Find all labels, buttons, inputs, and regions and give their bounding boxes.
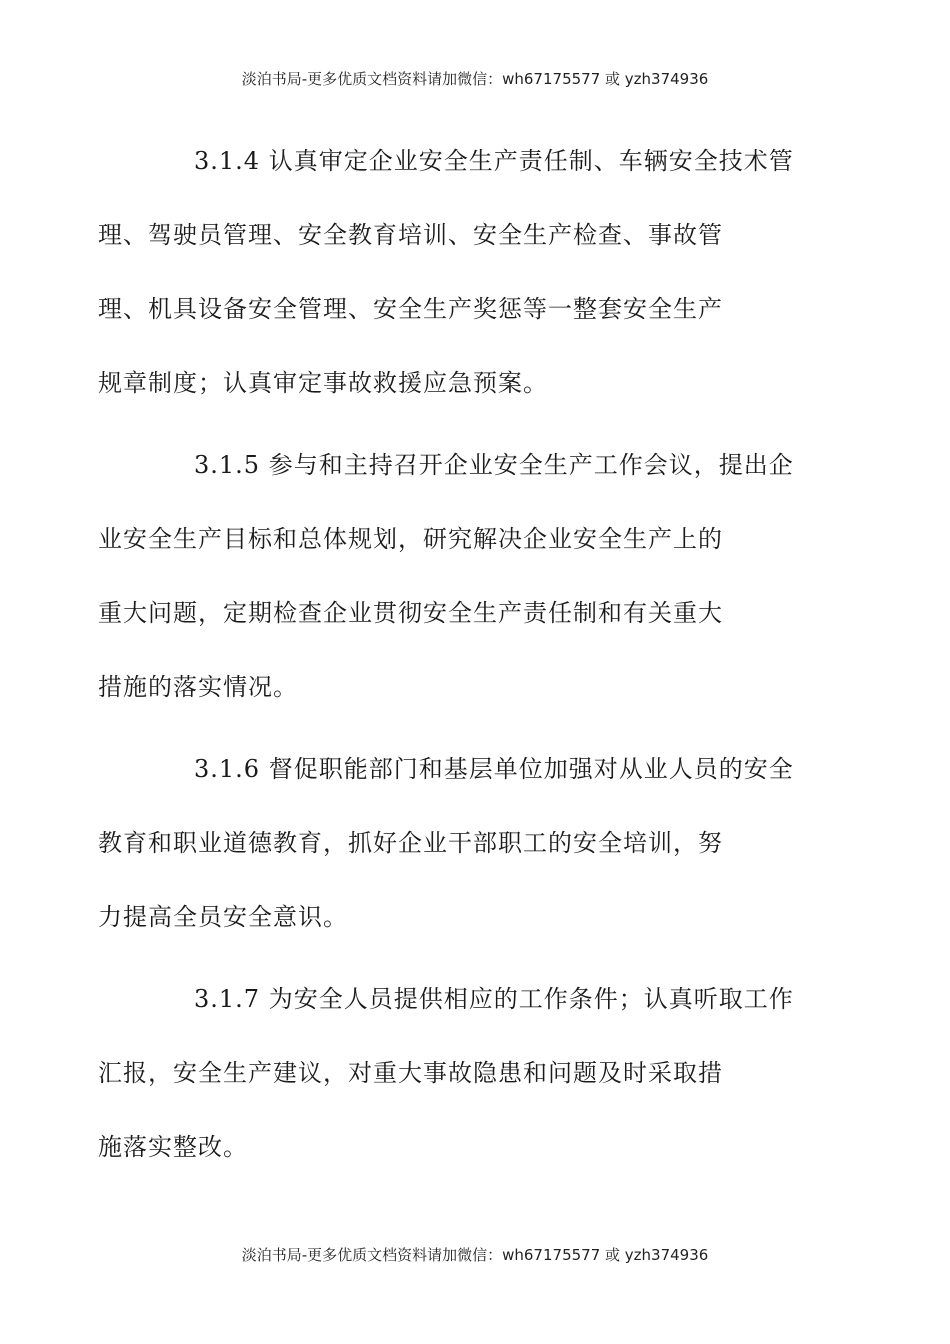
paragraph-line: 3.1.7 为安全人员提供相应的工作条件；认真听取工作 [194,985,794,1013]
paragraph-line: 理、机具设备安全管理、安全生产奖惩等一整套安全生产 [98,295,723,323]
paragraph-line: 3.1.6 督促职能部门和基层单位加强对从业人员的安全 [194,755,794,783]
paragraph-line: 业安全生产目标和总体规划，研究解决企业安全生产上的 [98,525,723,553]
paragraph-line: 汇报，安全生产建议，对重大事故隐患和问题及时采取措 [98,1059,723,1087]
paragraph-3-1-4 [98,124,806,420]
paragraph-line: 理、驾驶员管理、安全教育培训、安全生产检查、事故管 [98,221,723,249]
paragraph-3-1-6 [98,732,806,954]
paragraph-line: 规章制度；认真审定事故救援应急预案。 [98,369,548,397]
paragraph-3-1-7 [98,962,806,1184]
paragraph-line: 3.1.4 认真审定企业安全生产责任制、车辆安全技术管 [194,147,794,175]
paragraph-line: 重大问题，定期检查企业贯彻安全生产责任制和有关重大 [98,599,723,627]
paragraph-line: 措施的落实情况。 [98,673,298,701]
paragraph-line: 施落实整改。 [98,1133,248,1161]
paragraph-line: 3.1.5 参与和主持召开企业安全生产工作会议，提出企 [194,451,794,479]
page-footer: 淡泊书局-更多优质文档资料请加微信：wh67175577 或 yzh374936 [241,1246,709,1264]
paragraph-line: 教育和职业道德教育，抓好企业干部职工的安全培训，努 [98,829,723,857]
paragraph-3-1-5 [98,428,806,724]
document-body [98,124,806,1192]
paragraph-line: 力提高全员安全意识。 [98,903,348,931]
page-header: 淡泊书局-更多优质文档资料请加微信：wh67175577 或 yzh374936 [241,70,709,88]
